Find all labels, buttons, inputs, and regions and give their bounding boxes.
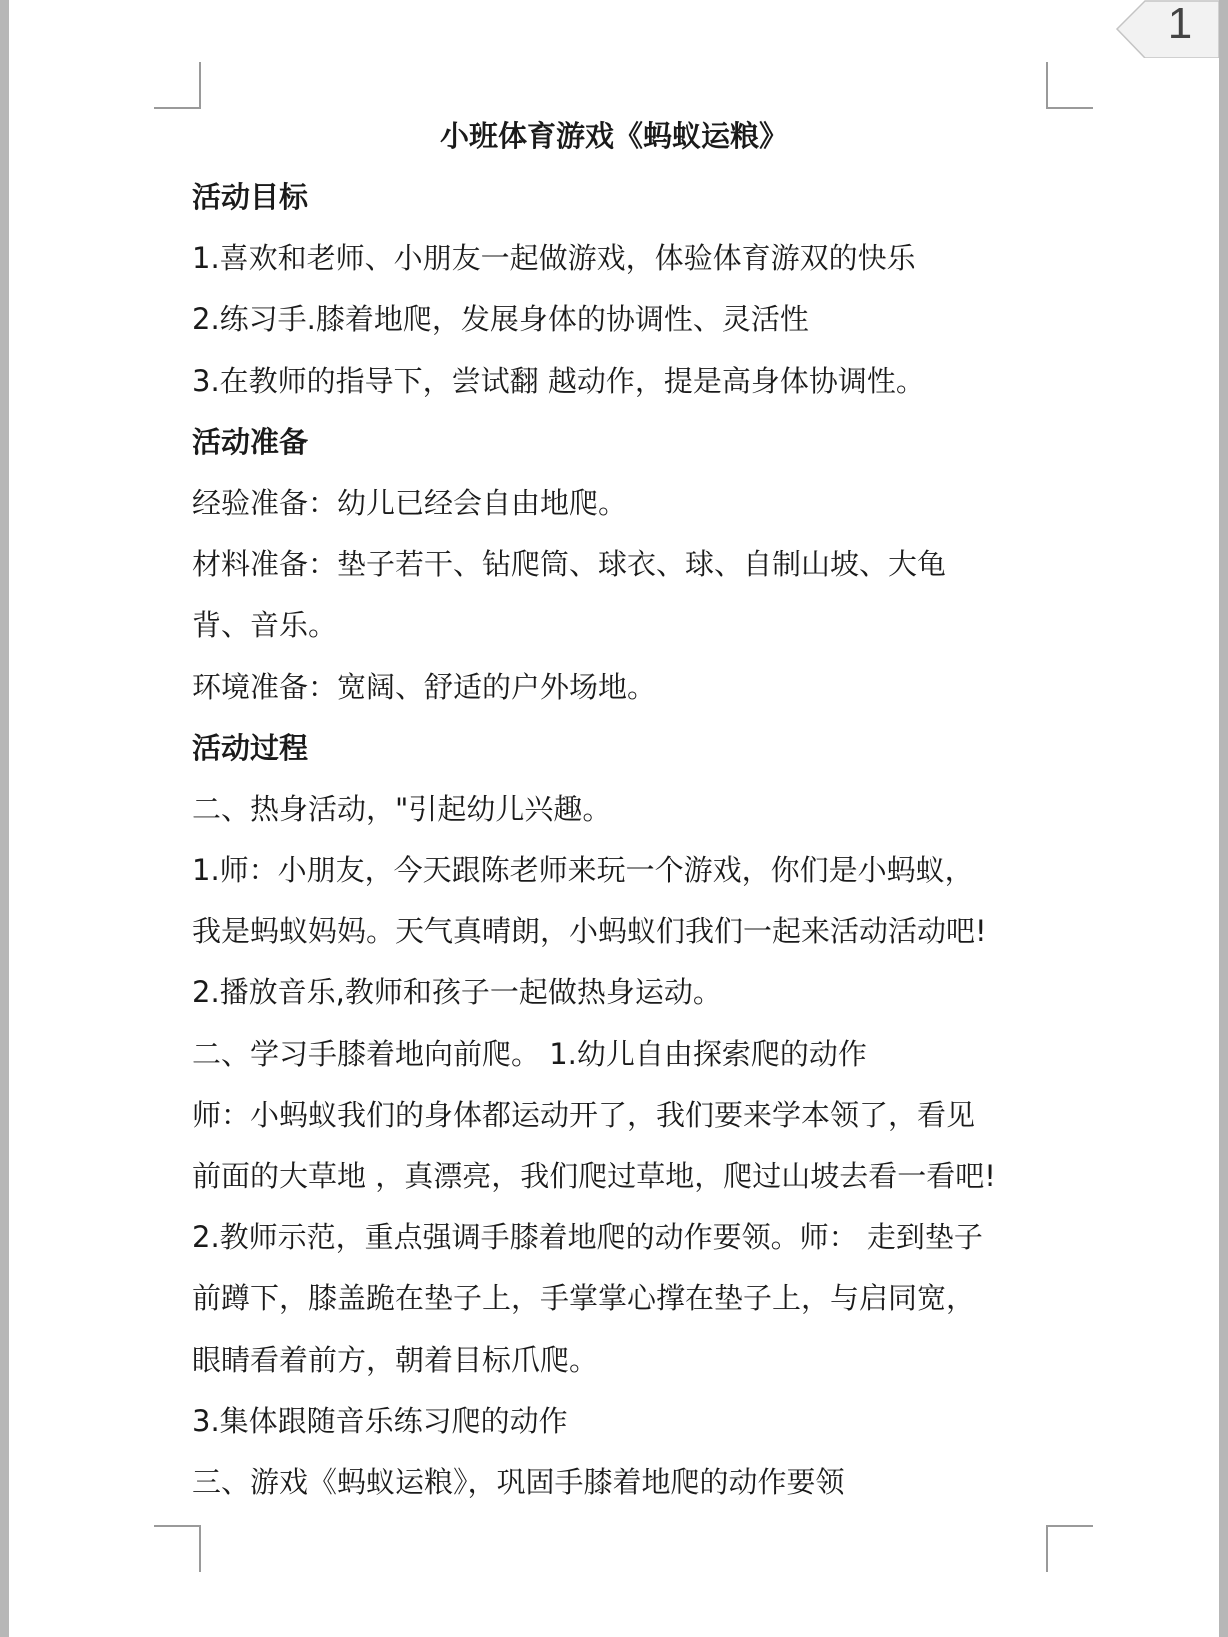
section-heading: 活动目标: [192, 180, 309, 214]
margin-corner-top-left: [154, 62, 201, 109]
page-number-tab: [1115, 0, 1219, 58]
body-text-line: 经验准备：幼儿已经会自由地爬。: [192, 485, 628, 520]
body-text-line: 1.师：小朋友，今天跟陈老师来玩一个游戏，你们是小蚂蚁，: [192, 853, 974, 888]
section-heading: 活动过程: [192, 730, 309, 765]
body-text-line: 2.练习手.膝着地爬，发展身体的协调性、灵活性: [192, 302, 809, 337]
body-text-line: 前面的大草地 ，真漂亮，我们爬过草地，爬过山坡去看一看吧!: [192, 1159, 996, 1193]
body-text-line: 二、学习手膝着地向前爬。 1.幼儿自由探索爬的动作: [192, 1036, 867, 1071]
body-text-line: 材料准备：垫子若干、钻爬筒、球衣、球、自制山坡、大龟: [192, 547, 947, 582]
section-heading: 活动准备: [192, 424, 309, 459]
margin-corner-top-right: [1046, 62, 1093, 109]
body-text-line: 师：小蚂蚁我们的身体都运动开了，我们要来学本领了，看见: [192, 1097, 976, 1132]
body-text-line: 眼睛看着前方，朝着目标爪爬。: [192, 1342, 599, 1377]
document-title: 小班体育游戏《蚂蚁运粮》: [439, 119, 788, 153]
margin-corner-bottom-left: [154, 1525, 201, 1572]
body-text-line: 2.教师示范，重点强调手膝着地爬的动作要领。师： 走到垫子: [192, 1220, 983, 1255]
document-body: [192, 174, 1072, 1520]
body-text-line: 我是蚂蚁妈妈。天气真晴朗，小蚂蚁们我们一起来活动活动吧!: [192, 914, 987, 949]
body-text-line: 二、热身活动，"引起幼儿兴趣。: [192, 791, 612, 826]
body-text-line: 3.在教师的指导下，尝试翻 越动作，提是高身体协调性。: [192, 363, 925, 398]
body-text-line: 环境准备：宽阔、舒适的户外场地。: [192, 669, 657, 704]
page-number: 1: [1167, 0, 1193, 48]
body-text-line: 背、音乐。: [192, 608, 338, 643]
page-right-edge: [1219, 0, 1228, 1637]
body-text-line: 前蹲下，膝盖跪在垫子上，手掌掌心撑在垫子上，与启同宽，: [192, 1281, 976, 1316]
page-left-edge: [0, 0, 9, 1637]
margin-corner-bottom-right: [1046, 1525, 1093, 1572]
body-text-line: 三、游戏《蚂蚁运粮》，巩固手膝着地爬的动作要领: [192, 1464, 845, 1499]
body-text-line: 3.集体跟随音乐练习爬的动作: [192, 1403, 568, 1438]
body-text-line: 1.喜欢和老师、小朋友一起做游戏，体验体育游双的快乐: [192, 241, 916, 276]
body-text-line: 2.播放音乐,教师和孩子一起做热身运动。: [192, 975, 722, 1010]
